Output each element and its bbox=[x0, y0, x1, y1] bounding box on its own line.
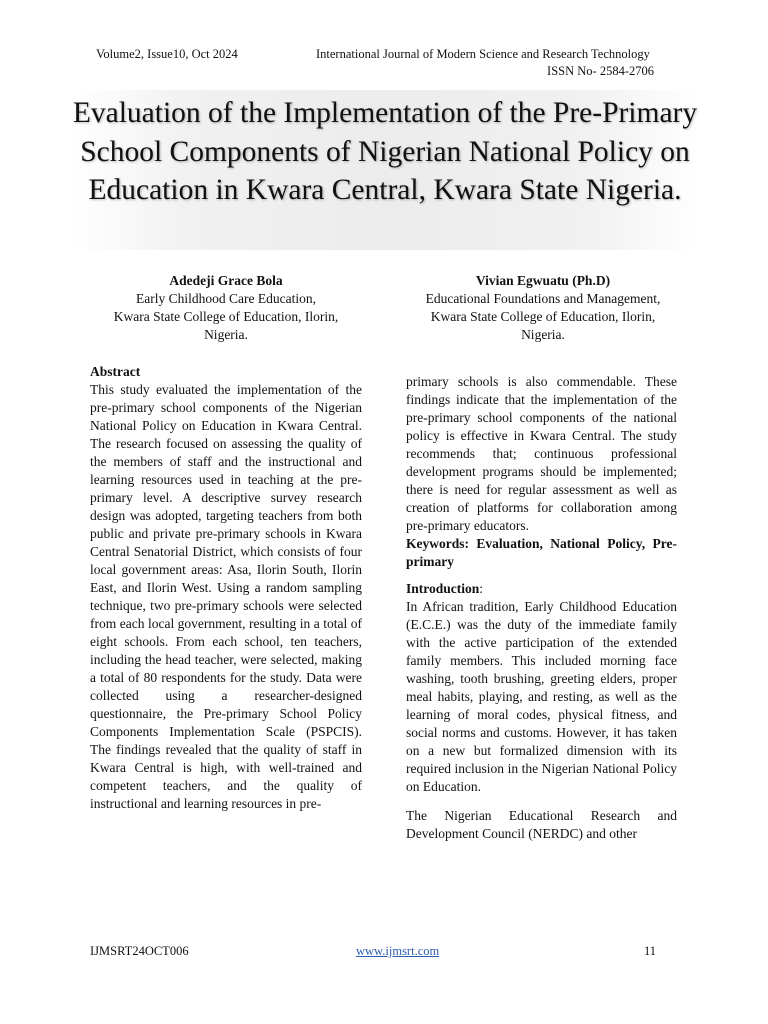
header-volume: Volume2, Issue10, Oct 2024 bbox=[96, 47, 238, 61]
left-column bbox=[90, 363, 362, 813]
introduction-paragraph-1: In African tradition, Early Childhood Education (E.C.E.) was the duty of the immediate family with the active participation of the extended family members. This included morning face washing, tooth brushing, greeting elders, proper meal habits, playing, and resting, as well as the learning of moral codes, physical fitness, and social norms and customs. However, it has taken on a new but formalized dimension with its required inclusion in the Nigerian National Policy on Education. bbox=[406, 599, 677, 794]
abstract-text-part-2: primary schools is also commendable. These findings indicate that the implementation of the pre-primary school components of the national policy is effective in Kwara Central. The study recommends that; continuous professional development programs should be implemented; there is need for regular assessment as well as creation of platforms for collaboration among pre-primary educators. bbox=[406, 374, 677, 533]
header-issn: ISSN No- 2584-2706 bbox=[547, 64, 654, 78]
header-journal-name: International Journal of Modern Science and Research Technology bbox=[316, 47, 650, 61]
author-name: Adedeji Grace Bola bbox=[169, 273, 283, 288]
author-department: Early Childhood Care Education, bbox=[136, 291, 316, 306]
author-country: Nigeria. bbox=[204, 327, 248, 342]
author-name: Vivian Egwuatu (Ph.D) bbox=[475, 273, 611, 288]
author-block-2 bbox=[398, 272, 688, 344]
author-country: Nigeria. bbox=[521, 327, 565, 342]
author-institution: Kwara State College of Education, Ilorin, bbox=[113, 309, 339, 324]
author-department: Educational Foundations and Management, bbox=[425, 291, 661, 306]
paper-title: Evaluation of the Implementation of the Pre-Primary School Components of Nigerian National Policy on Education in Kwara Central, Kwara State Nigeria. bbox=[72, 97, 698, 206]
right-column bbox=[406, 373, 677, 843]
footer-page-number: 11 bbox=[643, 944, 656, 958]
introduction-heading: Introduction bbox=[406, 581, 480, 596]
footer-article-code: IJMSRT24OCT006 bbox=[90, 944, 189, 958]
introduction-paragraph-2: The Nigerian Educational Research and Development Council (NERDC) and other bbox=[406, 808, 677, 841]
abstract-text-part-1: This study evaluated the implementation of the pre-primary school components of the Nigerian National Policy on Education in Kwara Central. The research focused on assessing the quality of the members of staff and the instructional and learning resources used in teaching at the pre-primary level. A descriptive survey research design was adopted, targeting teachers from both public and private pre-primary schools in Kwara Central Senatorial District, which consists of four local government areas: Asa, Ilorin South, Ilorin East, and Ilorin West. Using a random sampling technique, two pre-primary schools were selected from each local government, resulting in a total of eight schools. From each school, ten teachers, including the head teacher, were selected, making a total of 80 respondents for the study. Data were collected using a researcher-designed questionnaire, the Pre-primary School Policy Components Implementation Scale (PSPCIS). The findings revealed that the quality of staff in Kwara Central is high, with well-trained and competent teachers, and the quality of instructional and learning resources in pre- bbox=[90, 382, 362, 811]
author-block-1 bbox=[86, 272, 366, 344]
footer-website-link[interactable]: www.ijmsrt.com bbox=[356, 944, 440, 958]
introduction-heading-line bbox=[406, 580, 677, 598]
abstract-heading: Abstract bbox=[90, 364, 141, 379]
author-institution: Kwara State College of Education, Ilorin, bbox=[430, 309, 656, 324]
keywords: Keywords: Evaluation, National Policy, Pre-primary bbox=[406, 536, 677, 569]
introduction-colon: : bbox=[479, 581, 484, 596]
